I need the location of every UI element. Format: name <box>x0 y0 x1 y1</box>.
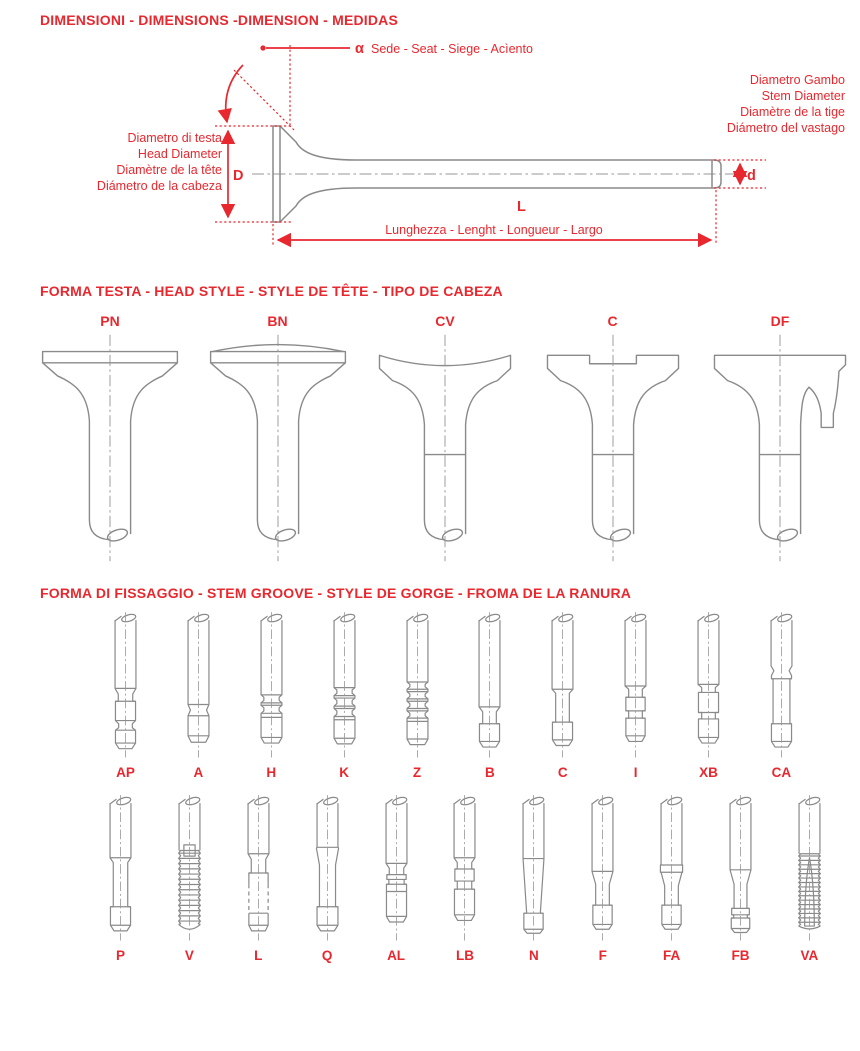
alpha-symbol: α <box>355 41 364 57</box>
stem-groove-label: L <box>254 948 263 963</box>
stem-groove-drawing <box>787 794 832 944</box>
stem-diameter-label-fr: Diamètre de la tige <box>740 105 845 119</box>
stem-groove-drawing <box>103 611 148 761</box>
seat-label: Sede - Seat - Siege - Acìento <box>371 42 533 56</box>
stem-groove-cell <box>759 611 804 780</box>
stem-groove-drawing <box>322 611 367 761</box>
head-diameter-label-es: Diámetro de la cabeza <box>96 179 222 193</box>
stem-groove-cell <box>103 611 148 780</box>
stem-groove-label: FA <box>662 948 681 963</box>
head-diameter-label-en: Head Diameter <box>137 147 222 161</box>
alpha-angle-arc <box>226 65 243 122</box>
head-style-drawing <box>35 331 185 565</box>
stem-groove-drawing <box>176 611 221 761</box>
stem-groove-label: AP <box>116 765 135 780</box>
stem-groove-drawing <box>395 611 440 761</box>
stem-diameter-label-es: Diámetro del vastago <box>726 121 845 135</box>
stem-groove-drawing <box>236 794 281 944</box>
stem-groove-label: LB <box>455 948 474 963</box>
stem-groove-label: VA <box>800 948 819 963</box>
stem-groove-drawing <box>613 611 658 761</box>
head-style-drawing <box>538 331 688 565</box>
head-style-drawing <box>203 331 353 565</box>
stem-diameter-label-it: Diametro Gambo <box>749 73 845 87</box>
stem-groove-cell <box>649 794 694 963</box>
stem-groove-drawing <box>649 794 694 944</box>
head-diameter-symbol: D <box>233 168 244 184</box>
stem-groove-cell <box>580 794 625 963</box>
head-style-label: C <box>607 313 618 329</box>
stem-groove-label: B <box>485 765 495 780</box>
stem-diameter-label-en: Stem Diameter <box>761 89 845 103</box>
section-title-head-style: FORMA TESTA - HEAD STYLE - STYLE DE TÊTE - TIPO DE CABEZA <box>40 283 503 299</box>
head-style-label-row <box>0 313 860 329</box>
valve-profile <box>252 126 738 222</box>
stem-groove-cell <box>249 611 294 780</box>
head-style-label: DF <box>770 313 790 329</box>
stem-groove-drawing <box>442 794 487 944</box>
stem-groove-cell <box>613 611 658 780</box>
stem-groove-cell <box>98 794 143 963</box>
stem-groove-row-2 <box>0 794 860 963</box>
head-style-label: BN <box>267 313 288 329</box>
stem-groove-cell <box>305 794 350 963</box>
stem-groove-cell <box>395 611 440 780</box>
stem-groove-label: CA <box>771 765 792 780</box>
length-symbol: L <box>517 199 526 215</box>
stem-groove-cell <box>686 611 731 780</box>
stem-groove-label: Q <box>321 948 333 963</box>
stem-groove-cell <box>374 794 419 963</box>
stem-groove-drawing <box>759 611 804 761</box>
stem-groove-cell <box>176 611 221 780</box>
stem-groove-drawing <box>305 794 350 944</box>
stem-groove-label: I <box>633 765 638 780</box>
stem-groove-label: F <box>598 948 607 963</box>
stem-groove-label: N <box>528 948 539 963</box>
valve-dimension-diagram <box>0 30 860 265</box>
stem-groove-label: H <box>266 765 277 780</box>
stem-groove-label: FB <box>731 948 750 963</box>
stem-groove-drawing <box>167 794 212 944</box>
stem-groove-cell <box>787 794 832 963</box>
head-style-drawing <box>370 331 520 565</box>
section-title-stem-groove: FORMA DI FISSAGGIO - STEM GROOVE - STYLE DE GORGE - FROMA DE LA RANURA <box>40 585 632 601</box>
head-diameter-label-it: Diametro di testa <box>127 131 222 145</box>
stem-groove-drawing <box>540 611 585 761</box>
stem-groove-cell <box>442 794 487 963</box>
stem-groove-label: C <box>557 765 568 780</box>
stem-groove-label: A <box>193 765 204 780</box>
stem-groove-label: AL <box>387 948 406 963</box>
stem-groove-cell <box>511 794 556 963</box>
stem-groove-cell <box>167 794 212 963</box>
stem-groove-cell <box>718 794 763 963</box>
stem-groove-row-1 <box>0 611 860 780</box>
stem-groove-label: P <box>115 948 125 963</box>
stem-groove-label: Z <box>412 765 422 780</box>
head-style-row <box>0 331 860 565</box>
stem-groove-cell <box>540 611 585 780</box>
stem-groove-label: XB <box>699 765 718 780</box>
stem-groove-drawing <box>511 794 556 944</box>
head-style-drawing <box>705 331 855 565</box>
stem-groove-drawing <box>249 611 294 761</box>
stem-groove-drawing <box>98 794 143 944</box>
stem-groove-cell <box>322 611 367 780</box>
length-label: Lunghezza - Lenght - Longueur - Largo <box>385 223 603 237</box>
alpha-leader-dot <box>260 45 265 50</box>
stem-diameter-symbol: d <box>747 168 756 184</box>
stem-groove-cell <box>236 794 281 963</box>
stem-groove-drawing <box>580 794 625 944</box>
head-style-label: PN <box>100 313 120 329</box>
head-style-label: CV <box>435 313 455 329</box>
stem-groove-label: V <box>184 948 194 963</box>
head-diameter-label-fr: Diamètre de la tête <box>116 163 222 177</box>
section-title-dimensions: DIMENSIONI - DIMENSIONS -DIMENSION - MEDIDAS <box>40 12 399 28</box>
stem-groove-drawing <box>718 794 763 944</box>
stem-groove-drawing <box>686 611 731 761</box>
stem-groove-cell <box>467 611 512 780</box>
stem-groove-drawing <box>467 611 512 761</box>
stem-groove-drawing <box>374 794 419 944</box>
stem-groove-label: K <box>339 765 349 780</box>
